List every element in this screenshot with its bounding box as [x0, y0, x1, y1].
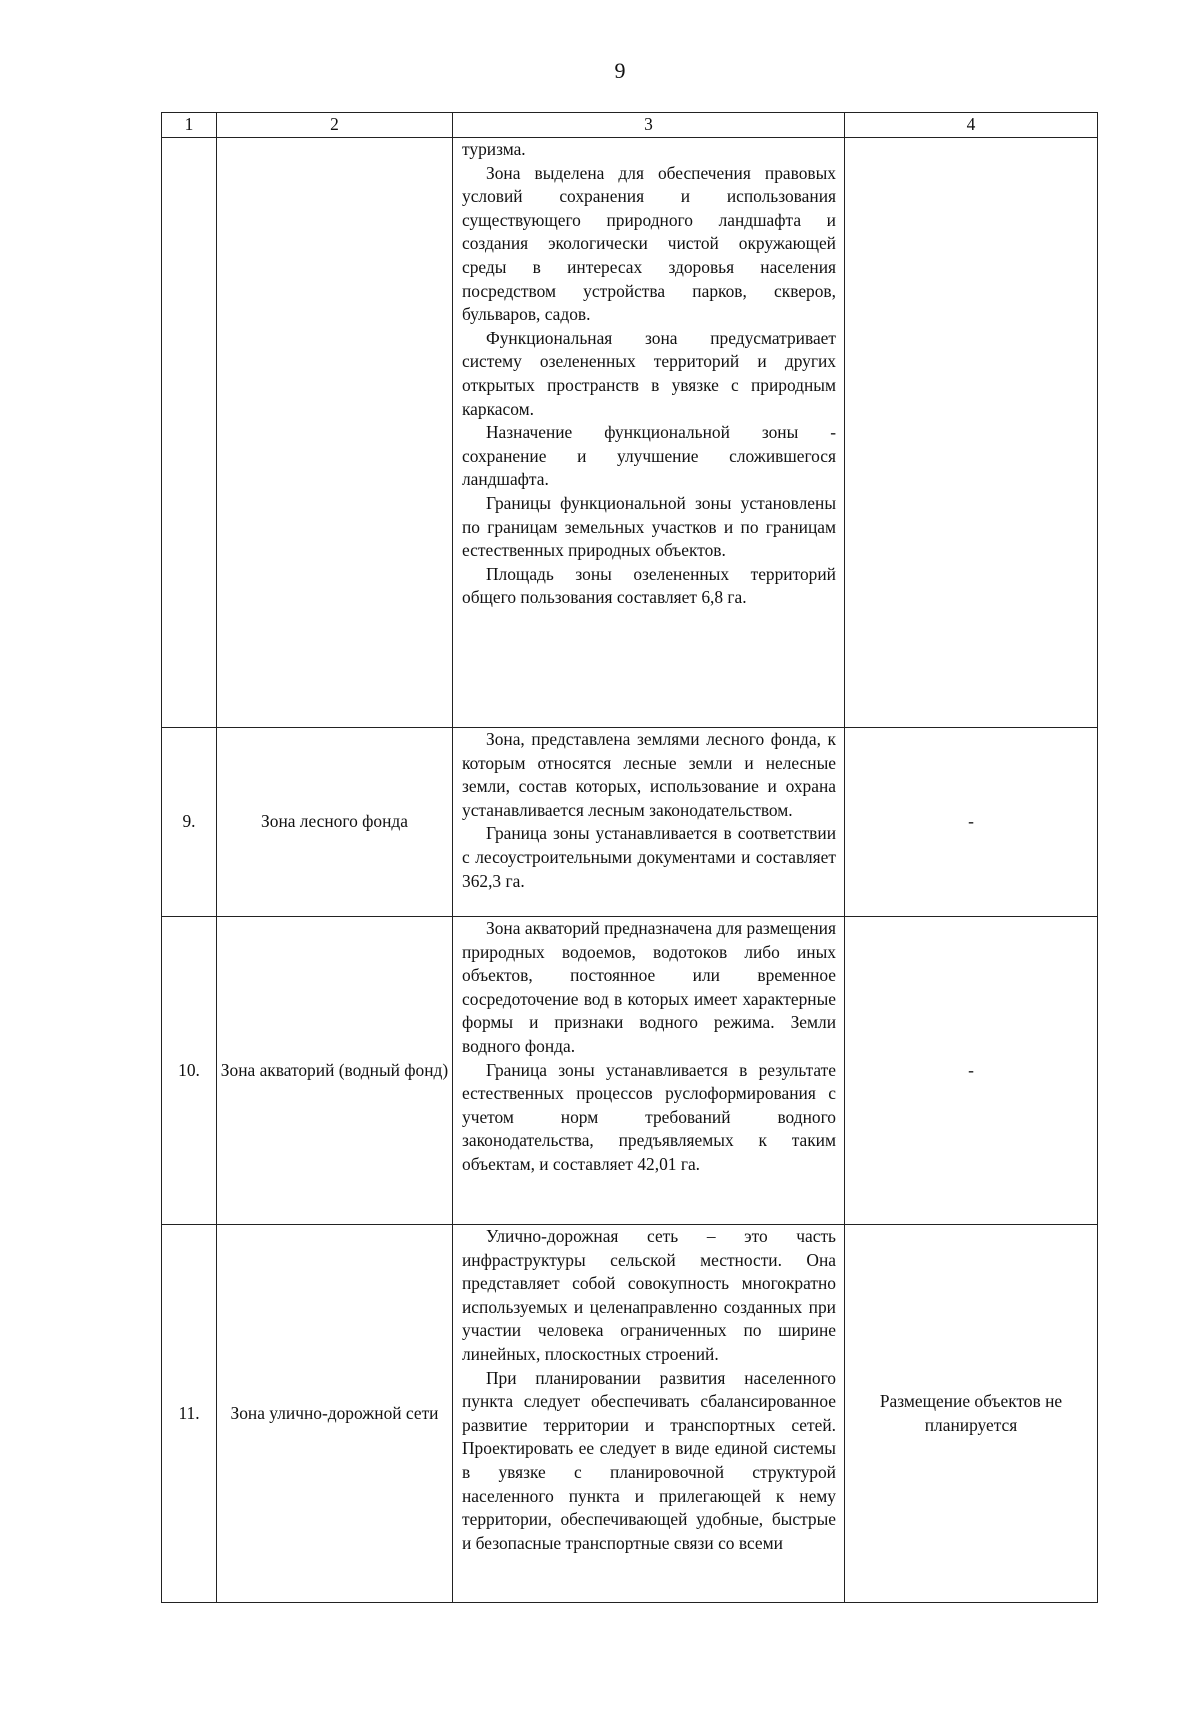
description-paragraph: Назначение функциональной зоны - сохранение и улучшение сложившегося ландшафта. — [462, 422, 836, 490]
zone-description — [453, 917, 845, 1225]
description-paragraph: Зона, представлена землями лесного фонда, к которым относятся лесные земли и нелесные земли, состав которых, использование и охрана устанавливается лесным законодательством. — [462, 729, 836, 820]
description-paragraph: Граница зоны устанавливается в результате естественных процессов руслоформирования с учетом норм требований водного законодательства, предъявляемых к таким объектам, и составляет 42,01 га. — [462, 1059, 836, 1174]
table-header-row — [162, 113, 1098, 138]
row-number: 11. — [162, 1225, 217, 1603]
description-paragraph: Площадь зоны озелененных территорий общего пользования составляет 6,8 га. — [462, 563, 836, 608]
zone-note: Размещение объектов не планируется — [845, 1225, 1098, 1603]
zone-description — [453, 138, 845, 728]
table-body — [162, 138, 1098, 1603]
zone-name: Зона улично-дорожной сети — [217, 1225, 453, 1603]
table-row — [162, 1225, 1098, 1603]
description-paragraph: Границы функциональной зоны установлены по границам земельных участков и по границам естественных природных объектов. — [462, 492, 836, 561]
zone-note: - — [845, 917, 1098, 1225]
table-row — [162, 138, 1098, 728]
description-paragraph: туризма. — [462, 139, 526, 159]
zone-note — [845, 138, 1098, 728]
table-row — [162, 917, 1098, 1225]
zone-description — [453, 1225, 845, 1603]
zones-table — [161, 112, 1098, 1603]
zone-name: Зона лесного фонда — [217, 728, 453, 917]
zone-description — [453, 728, 845, 917]
zone-note: - — [845, 728, 1098, 917]
description-paragraph: Зона акваторий предназначена для размещения природных водоемов, водотоков либо иных объектов, постоянное или временное сосредоточение вод в которых имеет характерные формы и признаки водного режима. Земли водного фонда. — [462, 918, 836, 1056]
row-number: 9. — [162, 728, 217, 917]
column-header-3: 3 — [453, 113, 845, 138]
column-header-2: 2 — [217, 113, 453, 138]
description-paragraph: Улично-дорожная сеть – это часть инфраструктуры сельской местности. Она представляет собой совокупность многократно используемых и целенаправленно созданных при участии человека ограниченных по ширине линейных, плоскостных строений. — [462, 1226, 836, 1364]
column-header-1: 1 — [162, 113, 217, 138]
table-row — [162, 728, 1098, 917]
description-paragraph: Зона выделена для обеспечения правовых условий сохранения и использования существующего природного ландшафта и создания экологически чистой окружающей среды в интересах здоровья населения посредством устройства парков, скверов, бульваров, садов. — [462, 162, 836, 325]
column-header-4: 4 — [845, 113, 1098, 138]
zone-name: Зона акваторий (водный фонд) — [217, 917, 453, 1225]
description-paragraph: Граница зоны устанавливается в соответствии с лесоустроительными документами и составляет 362,3 га. — [462, 823, 836, 891]
row-number: 10. — [162, 917, 217, 1225]
row-number — [162, 138, 217, 728]
zone-name — [217, 138, 453, 728]
description-paragraph: Функциональная зона предусматривает систему озелененных территорий и других открытых пространств в увязке с природным каркасом. — [462, 327, 836, 419]
page-number: 9 — [614, 58, 626, 83]
description-paragraph: При планировании развития населенного пункта следует обеспечивать сбалансированное развитие территории и транспортных сетей. Проектировать ее следует в виде единой системы в увязке с планировочной структурой населенного пункта и прилегающей к нему территории, обеспечивающей удобные, быстрые и безопасные транспортные связи со всеми — [462, 1367, 836, 1553]
